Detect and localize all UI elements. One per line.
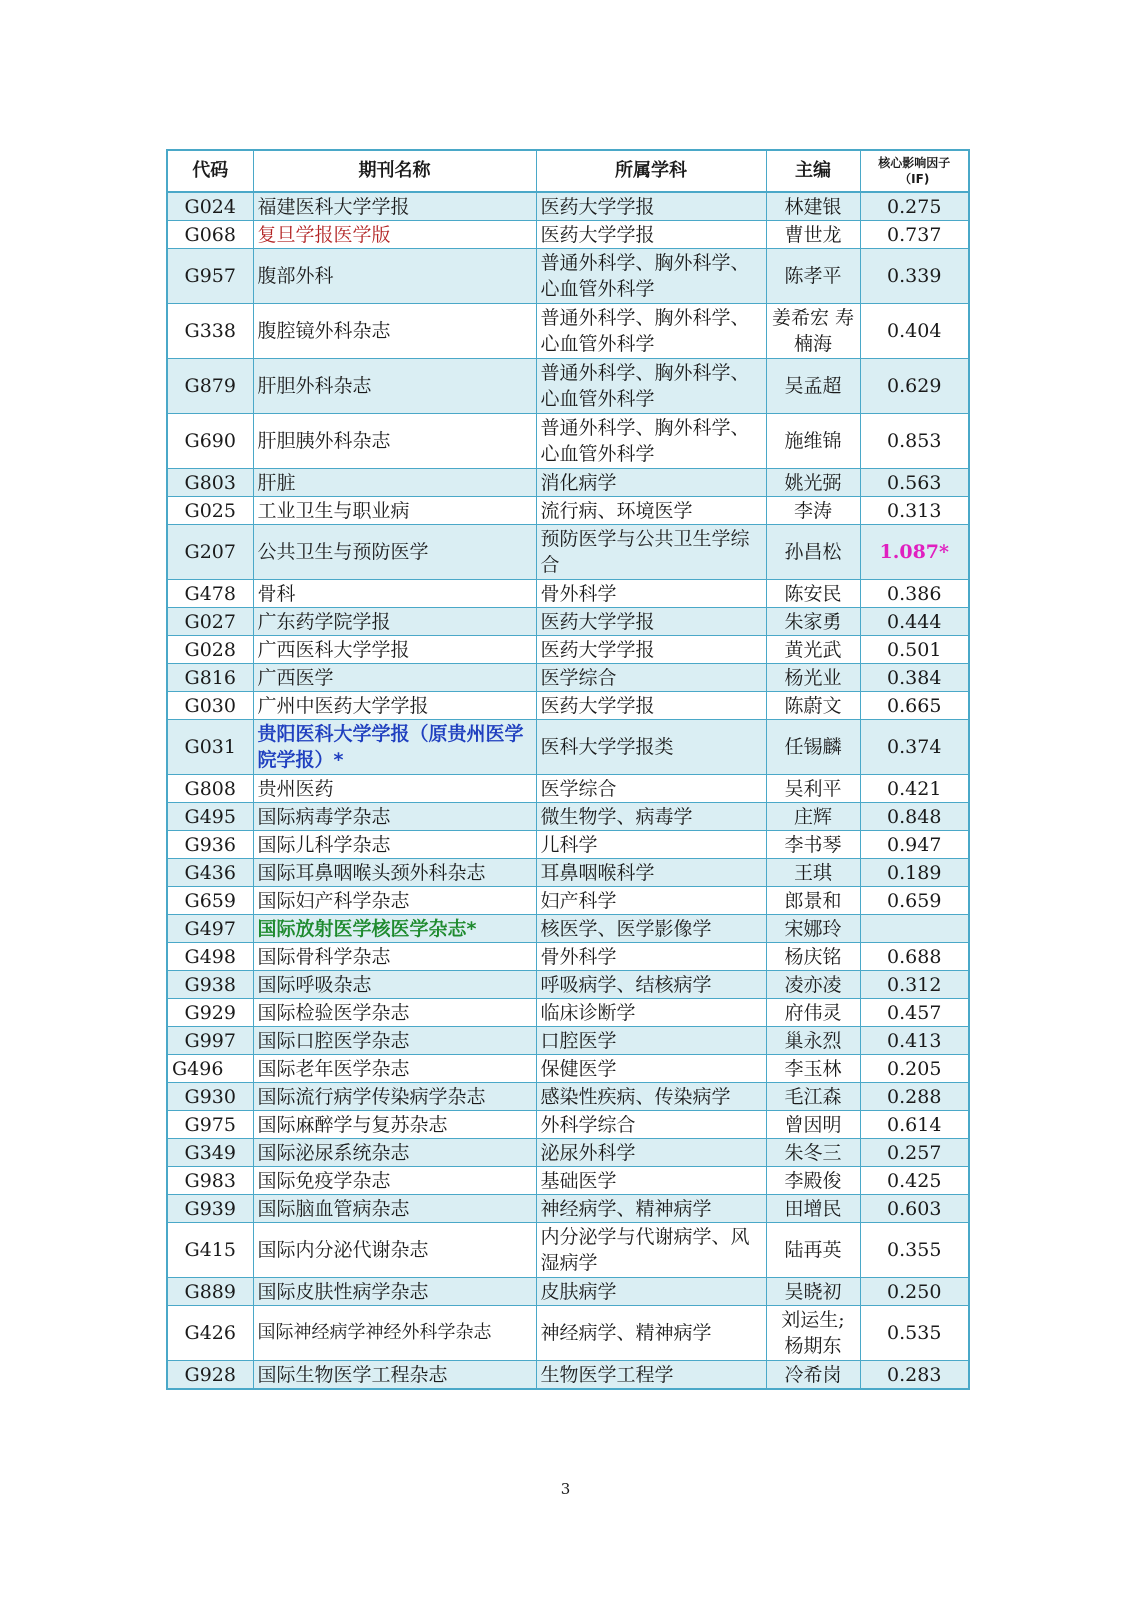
- cell-subject: 骨外科学: [536, 580, 766, 608]
- table-row: [167, 1278, 969, 1306]
- cell-subject: 泌尿外科学: [536, 1139, 766, 1167]
- cell-code: G495: [167, 803, 253, 831]
- cell-subject: 医药大学学报: [536, 221, 766, 249]
- cell-subject: 口腔医学: [536, 1027, 766, 1055]
- cell-impact-factor: 0.339: [860, 249, 969, 304]
- cell-impact-factor: 0.384: [860, 664, 969, 692]
- cell-name: 腹腔镜外科杂志: [253, 304, 536, 359]
- cell-name: 国际生物医学工程杂志: [253, 1361, 536, 1390]
- cell-subject: 医学综合: [536, 664, 766, 692]
- cell-subject: 神经病学、精神病学: [536, 1195, 766, 1223]
- table-row: [167, 192, 969, 221]
- cell-name: 腹部外科: [253, 249, 536, 304]
- cell-subject: 普通外科学、胸外科学、心血管外科学: [536, 414, 766, 469]
- journal-table: [166, 149, 970, 1390]
- cell-editor: 巢永烈: [766, 1027, 860, 1055]
- cell-code: G808: [167, 775, 253, 803]
- cell-code: G690: [167, 414, 253, 469]
- table-row: [167, 692, 969, 720]
- cell-subject: 普通外科学、胸外科学、心血管外科学: [536, 359, 766, 414]
- table-row: [167, 831, 969, 859]
- cell-name: 国际骨科学杂志: [253, 943, 536, 971]
- cell-code: G478: [167, 580, 253, 608]
- table-row: [167, 915, 969, 943]
- cell-name: 广西医学: [253, 664, 536, 692]
- table-row: [167, 664, 969, 692]
- cell-impact-factor: 0.421: [860, 775, 969, 803]
- cell-impact-factor: 0.444: [860, 608, 969, 636]
- cell-impact-factor: 0.659: [860, 887, 969, 915]
- cell-editor: 姚光弼: [766, 469, 860, 497]
- cell-code: G983: [167, 1167, 253, 1195]
- cell-subject: 医药大学学报: [536, 692, 766, 720]
- cell-editor: 庄辉: [766, 803, 860, 831]
- cell-name: 公共卫生与预防医学: [253, 525, 536, 580]
- cell-subject: 感染性疾病、传染病学: [536, 1083, 766, 1111]
- table-header-row: [167, 150, 969, 192]
- cell-name: 国际免疫学杂志: [253, 1167, 536, 1195]
- cell-editor: 毛江森: [766, 1083, 860, 1111]
- cell-code: G803: [167, 469, 253, 497]
- cell-editor: 杨光业: [766, 664, 860, 692]
- cell-code: G207: [167, 525, 253, 580]
- cell-code: G929: [167, 999, 253, 1027]
- header-subject: 所属学科: [536, 150, 766, 192]
- cell-impact-factor: 0.457: [860, 999, 969, 1027]
- table-row: [167, 1167, 969, 1195]
- cell-editor: 陈孝平: [766, 249, 860, 304]
- cell-impact-factor: 0.535: [860, 1306, 969, 1361]
- cell-code: G659: [167, 887, 253, 915]
- cell-subject: 内分泌学与代谢病学、风湿病学: [536, 1223, 766, 1278]
- cell-impact-factor: 0.355: [860, 1223, 969, 1278]
- cell-editor: 刘运生; 杨期东: [766, 1306, 860, 1361]
- table-row: [167, 775, 969, 803]
- cell-name: 国际泌尿系统杂志: [253, 1139, 536, 1167]
- cell-subject: 儿科学: [536, 831, 766, 859]
- table-row: [167, 304, 969, 359]
- page-number: 3: [560, 1480, 571, 1498]
- cell-code: G496: [167, 1055, 253, 1083]
- cell-subject: 医药大学学报: [536, 608, 766, 636]
- cell-editor: 朱家勇: [766, 608, 860, 636]
- cell-subject: 医学综合: [536, 775, 766, 803]
- cell-editor: 田增民: [766, 1195, 860, 1223]
- cell-name: 国际皮肤性病学杂志: [253, 1278, 536, 1306]
- table-row: [167, 249, 969, 304]
- table-row: [167, 859, 969, 887]
- cell-name: 国际检验医学杂志: [253, 999, 536, 1027]
- cell-code: G025: [167, 497, 253, 525]
- table-row: [167, 1195, 969, 1223]
- cell-editor: 陈安民: [766, 580, 860, 608]
- cell-subject: 神经病学、精神病学: [536, 1306, 766, 1361]
- table-row: [167, 221, 969, 249]
- cell-name: 工业卫生与职业病: [253, 497, 536, 525]
- cell-impact-factor: 0.629: [860, 359, 969, 414]
- cell-code: G957: [167, 249, 253, 304]
- cell-name: 国际放射医学核医学杂志*: [253, 915, 536, 943]
- cell-subject: 预防医学与公共卫生学综合: [536, 525, 766, 580]
- cell-subject: 妇产科学: [536, 887, 766, 915]
- cell-code: G889: [167, 1278, 253, 1306]
- cell-name: 广西医科大学学报: [253, 636, 536, 664]
- cell-name: 国际病毒学杂志: [253, 803, 536, 831]
- cell-editor: 施维锦: [766, 414, 860, 469]
- cell-subject: 耳鼻咽喉科学: [536, 859, 766, 887]
- cell-impact-factor: 0.313: [860, 497, 969, 525]
- cell-code: G415: [167, 1223, 253, 1278]
- cell-name: 国际口腔医学杂志: [253, 1027, 536, 1055]
- table-row: [167, 580, 969, 608]
- cell-subject: 生物医学工程学: [536, 1361, 766, 1390]
- header-impact-factor: 核心影响因子（IF): [860, 150, 969, 192]
- cell-impact-factor: 0.189: [860, 859, 969, 887]
- cell-editor: 李书琴: [766, 831, 860, 859]
- cell-code: G928: [167, 1361, 253, 1390]
- cell-subject: 微生物学、病毒学: [536, 803, 766, 831]
- table-row: [167, 497, 969, 525]
- table-row: [167, 1361, 969, 1390]
- cell-impact-factor: 0.413: [860, 1027, 969, 1055]
- cell-impact-factor: 0.275: [860, 192, 969, 221]
- cell-editor: 朱冬三: [766, 1139, 860, 1167]
- cell-code: G936: [167, 831, 253, 859]
- table-row: [167, 971, 969, 999]
- cell-name: 国际耳鼻咽喉头颈外科杂志: [253, 859, 536, 887]
- cell-editor: 李涛: [766, 497, 860, 525]
- cell-code: G938: [167, 971, 253, 999]
- table-row: [167, 1083, 969, 1111]
- cell-impact-factor: 0.603: [860, 1195, 969, 1223]
- cell-name: 国际麻醉学与复苏杂志: [253, 1111, 536, 1139]
- cell-subject: 医药大学学报: [536, 636, 766, 664]
- cell-subject: 消化病学: [536, 469, 766, 497]
- cell-name: 骨科: [253, 580, 536, 608]
- cell-impact-factor: 0.688: [860, 943, 969, 971]
- table-row: [167, 1306, 969, 1361]
- table-row: [167, 1055, 969, 1083]
- cell-impact-factor: 0.425: [860, 1167, 969, 1195]
- cell-impact-factor: 0.257: [860, 1139, 969, 1167]
- cell-impact-factor: 0.848: [860, 803, 969, 831]
- table-row: [167, 414, 969, 469]
- cell-editor: 凌亦凌: [766, 971, 860, 999]
- cell-code: G028: [167, 636, 253, 664]
- header-code: 代码: [167, 150, 253, 192]
- cell-name: 国际流行病学传染病学杂志: [253, 1083, 536, 1111]
- table-row: [167, 803, 969, 831]
- cell-code: G426: [167, 1306, 253, 1361]
- table-row: [167, 525, 969, 580]
- cell-impact-factor: [860, 915, 969, 943]
- cell-editor: 陆再英: [766, 1223, 860, 1278]
- cell-code: G024: [167, 192, 253, 221]
- table-row: [167, 1111, 969, 1139]
- cell-impact-factor: 0.250: [860, 1278, 969, 1306]
- cell-name: 国际内分泌代谢杂志: [253, 1223, 536, 1278]
- cell-subject: 医科大学学报类: [536, 720, 766, 775]
- cell-impact-factor: 0.737: [860, 221, 969, 249]
- cell-code: G027: [167, 608, 253, 636]
- cell-impact-factor: 0.563: [860, 469, 969, 497]
- table-row: [167, 1027, 969, 1055]
- cell-editor: 任锡麟: [766, 720, 860, 775]
- cell-editor: 李玉林: [766, 1055, 860, 1083]
- cell-name: 贵州医药: [253, 775, 536, 803]
- cell-editor: 曹世龙: [766, 221, 860, 249]
- cell-editor: 杨庆铭: [766, 943, 860, 971]
- cell-subject: 普通外科学、胸外科学、心血管外科学: [536, 304, 766, 359]
- table-row: [167, 999, 969, 1027]
- cell-impact-factor: 0.312: [860, 971, 969, 999]
- cell-name: 肝胆胰外科杂志: [253, 414, 536, 469]
- cell-editor: 吴利平: [766, 775, 860, 803]
- cell-editor: 冷希岗: [766, 1361, 860, 1390]
- cell-code: G816: [167, 664, 253, 692]
- cell-editor: 曾因明: [766, 1111, 860, 1139]
- cell-editor: 黄光武: [766, 636, 860, 664]
- table-row: [167, 608, 969, 636]
- cell-code: G068: [167, 221, 253, 249]
- cell-name: 复旦学报医学版: [253, 221, 536, 249]
- cell-impact-factor: 0.404: [860, 304, 969, 359]
- cell-code: G030: [167, 692, 253, 720]
- cell-impact-factor: 0.205: [860, 1055, 969, 1083]
- cell-code: G031: [167, 720, 253, 775]
- cell-subject: 皮肤病学: [536, 1278, 766, 1306]
- cell-name: 国际神经病学神经外科学杂志: [253, 1306, 536, 1361]
- cell-name: 福建医科大学学报: [253, 192, 536, 221]
- header-editor: 主编: [766, 150, 860, 192]
- table-row: [167, 1139, 969, 1167]
- cell-code: G939: [167, 1195, 253, 1223]
- cell-code: G349: [167, 1139, 253, 1167]
- cell-subject: 普通外科学、胸外科学、心血管外科学: [536, 249, 766, 304]
- cell-impact-factor: 1.087*: [860, 525, 969, 580]
- cell-editor: 府伟灵: [766, 999, 860, 1027]
- cell-editor: 王琪: [766, 859, 860, 887]
- cell-code: G879: [167, 359, 253, 414]
- cell-code: G930: [167, 1083, 253, 1111]
- cell-editor: 陈蔚文: [766, 692, 860, 720]
- cell-name: 广东药学院学报: [253, 608, 536, 636]
- cell-subject: 保健医学: [536, 1055, 766, 1083]
- table-row: [167, 469, 969, 497]
- cell-impact-factor: 0.283: [860, 1361, 969, 1390]
- cell-name: 国际儿科学杂志: [253, 831, 536, 859]
- table-row: [167, 943, 969, 971]
- cell-editor: 宋娜玲: [766, 915, 860, 943]
- cell-editor: 吴孟超: [766, 359, 860, 414]
- cell-code: G997: [167, 1027, 253, 1055]
- cell-code: G436: [167, 859, 253, 887]
- table-row: [167, 720, 969, 775]
- cell-subject: 外科学综合: [536, 1111, 766, 1139]
- cell-name: 国际呼吸杂志: [253, 971, 536, 999]
- table-row: [167, 636, 969, 664]
- cell-impact-factor: 0.288: [860, 1083, 969, 1111]
- cell-impact-factor: 0.947: [860, 831, 969, 859]
- cell-impact-factor: 0.386: [860, 580, 969, 608]
- cell-name: 肝胆外科杂志: [253, 359, 536, 414]
- cell-code: G338: [167, 304, 253, 359]
- cell-name: 贵阳医科大学学报（原贵州医学院学报）*: [253, 720, 536, 775]
- table-row: [167, 1223, 969, 1278]
- cell-impact-factor: 0.501: [860, 636, 969, 664]
- cell-name: 国际脑血管病杂志: [253, 1195, 536, 1223]
- cell-subject: 临床诊断学: [536, 999, 766, 1027]
- cell-editor: 孙昌松: [766, 525, 860, 580]
- cell-impact-factor: 0.374: [860, 720, 969, 775]
- cell-subject: 流行病、环境医学: [536, 497, 766, 525]
- table-row: [167, 887, 969, 915]
- cell-name: 国际老年医学杂志: [253, 1055, 536, 1083]
- cell-name: 国际妇产科学杂志: [253, 887, 536, 915]
- cell-subject: 医药大学学报: [536, 192, 766, 221]
- cell-editor: 姜希宏 寿楠海: [766, 304, 860, 359]
- cell-editor: 吴晓初: [766, 1278, 860, 1306]
- cell-name: 广州中医药大学学报: [253, 692, 536, 720]
- cell-subject: 基础医学: [536, 1167, 766, 1195]
- cell-code: G498: [167, 943, 253, 971]
- cell-editor: 林建银: [766, 192, 860, 221]
- cell-code: G975: [167, 1111, 253, 1139]
- cell-editor: 郎景和: [766, 887, 860, 915]
- cell-subject: 呼吸病学、结核病学: [536, 971, 766, 999]
- table-row: [167, 359, 969, 414]
- header-name: 期刊名称: [253, 150, 536, 192]
- cell-subject: 核医学、医学影像学: [536, 915, 766, 943]
- cell-impact-factor: 0.614: [860, 1111, 969, 1139]
- cell-code: G497: [167, 915, 253, 943]
- cell-editor: 李殿俊: [766, 1167, 860, 1195]
- cell-impact-factor: 0.853: [860, 414, 969, 469]
- cell-name: 肝脏: [253, 469, 536, 497]
- cell-subject: 骨外科学: [536, 943, 766, 971]
- cell-impact-factor: 0.665: [860, 692, 969, 720]
